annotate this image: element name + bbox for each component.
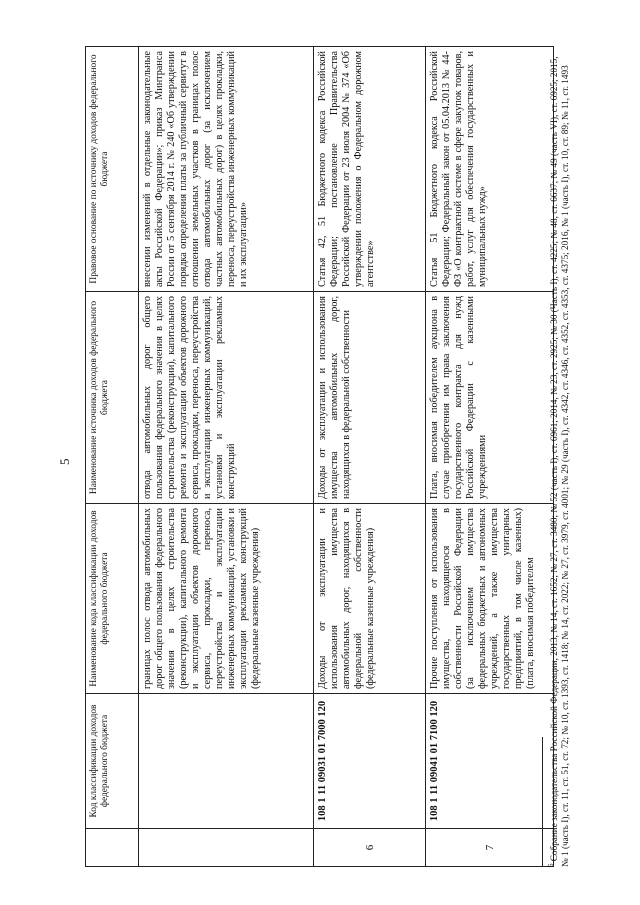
footnote [542, 47, 571, 867]
row-number [139, 829, 314, 867]
table-header-row [86, 47, 139, 867]
header-code-name: Наименование кода классификации доходов федерального бюджета [86, 504, 139, 694]
rotated-sheet [30, 30, 615, 875]
row-code [139, 694, 314, 829]
footnote-text: Собрание законодательства Российской Федерации, 2013, № 14, ст. 1652; № 27, ст. 3480; № 52 (часть I), ст. 6961; 2014, № 23, ст. 2925; № 30 (Часть I), ст. 4225; № 48, ст. 6637; № 49 (часть VI), ст. 6925; 2015, № 1 (часть I), ст. 11, ст. 51, ст. 72; № 10, ст. 1393, ст. 1418; № 14, ст. 2022; № 27, ст. 3979, ст. 4001; № 29 (часть I), ст. 4342, ст. 4346, ст. 4352, ст. 4353, ст. 4375; 2016, № 1 (часть I), ст. 10, ст. 89; № 11, ст. 1493 [549, 56, 571, 867]
header-source: Наименование источника доходов федерального бюджета [86, 292, 139, 504]
row-legal-basis: внесении изменений в отдельные законодательные акты Российской Федерации»; приказ Минтранса России от 5 сентября 2014 г. № 240 «Об утверждении порядка определения платы за публичный сервитут в отношении земельных участков в границах полос отвода автомобильных дорог (за исключением частных автомобильных дорог) в целях прокладки, переноса, переустройства инженерных коммуникаций и их эксплуатации» [139, 47, 314, 292]
table-row [426, 47, 554, 867]
row-code: 108 1 11 09041 01 7100 120 [426, 694, 554, 829]
page-number: 5 [57, 458, 72, 465]
footnote-mark: 6 [547, 863, 555, 867]
row-source: отвода автомобильных дорог общего пользования федерального значения в целях строительства (реконструкции), капитального ремонта и эксплуатации объектов дорожного сервиса, прокладки, переноса, переустройства и эксплуатации инженерных коммуникаций, установки и эксплуатации рекламных конструкций [139, 292, 314, 504]
header-code: Код классификации доходов федерального бюджета [86, 694, 139, 829]
row-code: 108 1 11 09031 01 7000 120 [314, 694, 426, 829]
table-row [139, 47, 314, 867]
row-number: 6 [314, 829, 426, 867]
row-number: 7 [426, 829, 554, 867]
row-source: Плата, вносимая победителем аукциона в случае приобретения им права заключения государственного контракта для нужд Российской Федерации с казенными учреждениями [426, 292, 554, 504]
row-code-name: Прочие поступления от использования имущества, находящегося в собственности Российской Федерации (за исключением имущества федеральных бюджетных и автономных учреждений, а также имущества государственных унитарных предприятий, в том числе казенных) (плата, вносимая победителем [426, 504, 554, 694]
income-classification-table [85, 46, 554, 867]
row-legal-basis: Статья 42, 51 Бюджетного кодекса Российской Федерации; постановление Правительства Российской Федерации от 23 июля 2004 № 374 «Об утверждении положения о Федеральном дорожном агентстве» [314, 47, 426, 292]
row-code-name: Доходы от эксплуатации и использования имущества автомобильных дорог, находящихся в федеральной собственности (федеральные казенные учреждения) [314, 504, 426, 694]
footnote-rule [542, 737, 543, 867]
header-num [86, 829, 139, 867]
row-code-name: границах полос отвода автомобильных дорог общего пользования федерального значения в целях строительства (реконструкции), капитального ремонта и эксплуатации объектов дорожного сервиса, прокладки, переноса, переустройства и эксплуатации инженерных коммуникаций, установки и эксплуатации рекламных конструкций (федеральные казенные учреждения) [139, 504, 314, 694]
header-legal-basis: Правовое основание по источнику доходов федерального бюджета [86, 47, 139, 292]
table-row [314, 47, 426, 867]
row-source: Доходы от эксплуатации и использования имущества автомобильных дорог, находящихся в федеральной собственности [314, 292, 426, 504]
row-legal-basis: Статья 51 Бюджетного кодекса Российской Федерации; Федеральный закон от 05.04.2013 № 44-ФЗ «О контрактной системе в сфере закупок товаров, работ, услуг для обеспечения государственных и муниципальных нужд» [426, 47, 554, 292]
